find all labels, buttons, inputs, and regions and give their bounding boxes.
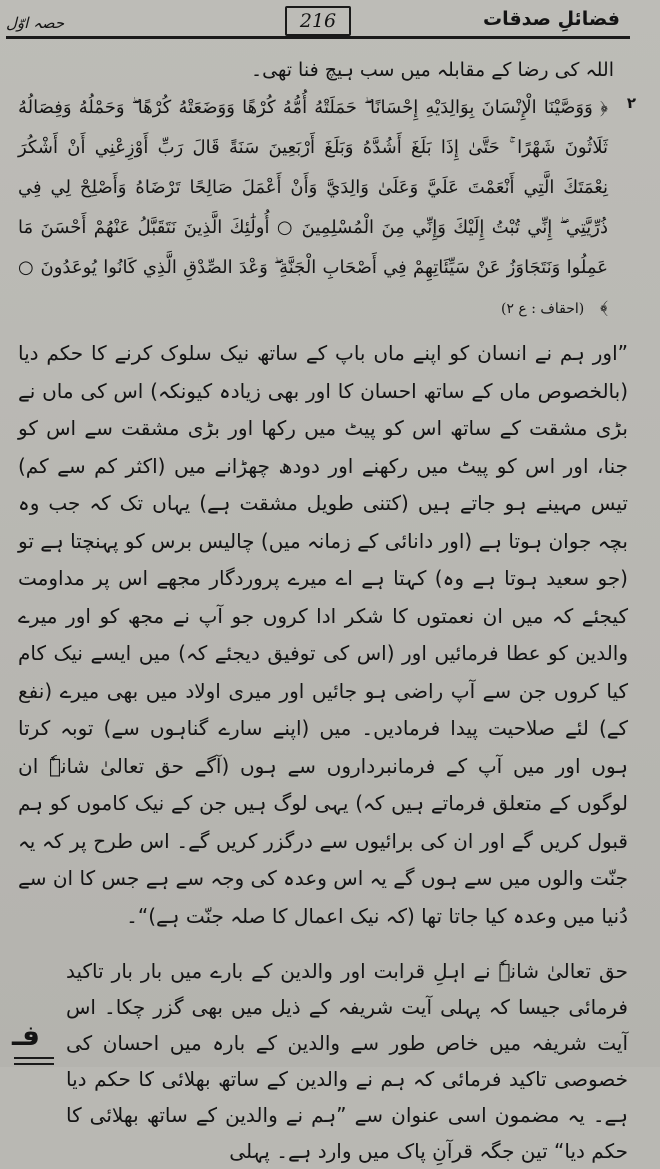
quran-text [18, 88, 608, 329]
urdu-translation: ”اور ہم نے انسان کو اپنے ماں باپ کے ساتھ نیک سلوک کرنے کا حکم دیا (بالخصوص ماں کے ساتھ احسان کا اور بھی زیادہ کیونکہ) اس کی ماں نے بڑی مشقت کے ساتھ اس کو پیٹ میں رکھا اور بڑی مشقت سے اس کو جنا، اور اس کو پیٹ میں رکھنے اور دودھ چھڑانے میں (اکثر کم سے کم) تیس مہینے ہو جاتے ہیں (کتنی طویل مشقت ہے) یہاں تک کہ جب وہ بچہ جوان ہوتا ہے (اور دانائی کے زمانہ میں) چالیس برس کو پہنچتا ہے تو (جو سعید ہوتا ہے وہ) کہتا ہے اے میرے پروردگار مجھے اس پر مداومت کیجئے کہ میں ان نعمتوں کا شکر ادا کروں جو آپ نے مجھ کو اور میرے والدین کو عطا فرمائیں اور (اس کی توفیق دیجئے کہ) میں ایسے نیک کام کیا کروں جن سے آپ راضی ہو جائیں اور میری اولاد میں بھی میرے (نفع کے) لئے صلاحیت پیدا فرمادیں۔ میں (اپنے سارے گناہوں سے) توبہ کرتا ہوں اور میں آپ کے فرمانبرداروں سے ہوں (آگے حق تعالیٰ شانہٗ ان لوگوں کے متعلق فرماتے ہیں کہ) یہی لوگ ہیں جن کے نیک کاموں کو ہم قبول کریں گے اور ان کی برائیوں سے درگزر کریں گے۔ اس طرح پر کہ یہ جنّت والوں میں سے ہوں گے یہ اس وعدہ کی وجہ سے ہے جس کا ان سے دُنیا میں وعدہ کیا جاتا تھا (کہ نیک اعمال کا صلہ جنّت ہے)“۔ [18, 341, 628, 928]
fa-underline [14, 1057, 54, 1065]
quran-arabic: ﴿ وَوَصَّيْنَا الْإِنْسَانَ بِوَالِدَيْهِ إِحْسَانًا ۖ حَمَلَتْهُ أُمُّهُ كُرْهًا وَوَضَعَتْهُ كُرْهًا ۖ وَحَمْلُهُ وَفِصَالُهُ ثَلَاثُونَ شَهْرًا ۚ حَتَّىٰ إِذَا بَلَغَ أَشُدَّهُ وَبَلَغَ أَرْبَعِينَ سَنَةً قَالَ رَبِّ أَوْزِعْنِي أَنْ أَشْكُرَ نِعْمَتَكَ الَّتِي أَنْعَمْتَ عَلَيَّ وَعَلَىٰ وَالِدَيَّ وَأَنْ أَعْمَلَ صَالِحًا تَرْضَاهُ وَأَصْلِحْ لِي فِي ذُرِّيَّتِي ۖ إِنِّي تُبْتُ إِلَيْكَ وَإِنِّي مِنَ الْمُسْلِمِينَ ○ أُولَٰئِكَ الَّذِينَ نَتَقَبَّلُ عَنْهُمْ أَحْسَنَ مَا عَمِلُوا وَنَتَجَاوَزُ عَنْ سَيِّئَاتِهِمْ فِي أَصْحَابِ الْجَنَّةِ ۖ وَعْدَ الصِّدْقِ الَّذِي كَانُوا يُوعَدُونَ ○ ﴾ [18, 97, 608, 318]
page-content [12, 56, 636, 1169]
ayah-number: ٢ [626, 94, 636, 112]
explanation-text: حق تعالیٰ شانہٗ نے اہلِ قرابت اور والدین کے بارے میں بار بار تاکید فرمائی جیسا کہ پہلی آیت شریفہ کے ذیل میں بھی گزر چکا۔ اس آیت شریفہ میں خاص طور سے والدین کے بارہ میں احسان کی خصوصی تاکید فرمائی کہ ہم نے والدین کے ساتھ بھلائی کا حکم دیا ہے۔ یہ مضمون اسی عنوان سے ”ہم نے والدین کے ساتھ بھلائی کا حکم دیا“ تین جگہ قرآنِ پاک میں وارد ہے۔ پہلی [66, 959, 628, 1163]
page-number: 216 [285, 6, 351, 36]
ayah-block [18, 88, 636, 329]
header-rule [6, 36, 630, 39]
fa-marker: فـ [12, 1019, 40, 1052]
volume-label: حصہ اوّل [6, 14, 65, 32]
intro-line: اللہ کی رضا کے مقابلہ میں سب ہیچ فنا تھی۔ [251, 59, 614, 81]
book-title: فضائلِ صدقات [482, 8, 620, 30]
surah-reference: (احقاف : ع ۲) [500, 301, 585, 317]
page-header [0, 0, 660, 40]
explanation-block [12, 953, 628, 1169]
